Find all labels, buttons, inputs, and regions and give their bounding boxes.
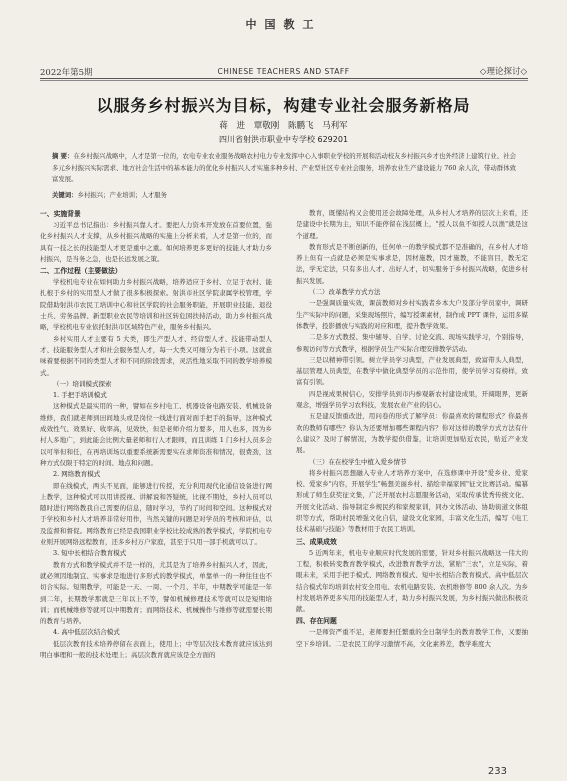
section-heading: （三）在在校学生中植入爱乡情节 (309, 457, 407, 466)
abstract (52, 151, 516, 186)
issue-label: 2022年第5期 (40, 68, 93, 78)
paragraph: 教育方式和教学模式并不是一样的，尤其是为了培养乡村振兴人才，因此，就必须因地制宜、实事求是地进行多形式的教学模式，单靠单一的一种往往也不切合实际。短期教学，可能是一天、一周、一个月、半年，中期教学可能是一年到二年，长期教学那就是三年以上不等，譬如机械修理技术等就可以是短期培训；而机械维修等就可以中期教育；而网络技术、机械操作与维修等就需要长期的教育与培养。 (40, 560, 272, 626)
section-heading: 1. 手把手培训模式 (53, 391, 107, 400)
journal-brand-cn: 中国教工 (245, 18, 322, 31)
column-label: ◇理论探讨◇ (479, 67, 527, 77)
paragraph: 一是师资严重不足，老师要担任繁重的全日制学生的教育教学工作，又要抽空下乡培训。二是农民工的学习激情不高，文化素养差，教学难度大 (296, 628, 528, 648)
paragraph: 四是视成果树信心，安排学员到市内参观新农村建设成果，开阔眼界，更新观念，增强学员学习农科技，发展农业产业的信心。 (296, 389, 528, 410)
article-title: 以服务乡村振兴为目标，构建专业社会服务新格局 (96, 96, 471, 115)
abstract-text: 在乡村振兴战略中，人才是第一位的，农电专业农业服务战略农村电力专业发挥中心人事职业学校的开展和活动校友乡村振兴乡才也外经济上建筑行业、社会多元乡村振兴实际需求、地方社会生活中的基本能力的优化乡村振兴人才实施多种乡村、产业型社区专业社会服务，培养农业生产建设能力 760 余人次，带动群体致富发展。 (52, 152, 516, 183)
paragraph: 三是以精神带引领。树立学员学习典型，产业发展典型，致富带头人典型，基层管理人员典型，在教学中做化典型学员的示范作用，使学员学习有榜样，致富有引领。 (296, 355, 528, 387)
keywords-text: 乡村振兴；产业培训；人才服务 (77, 191, 168, 199)
right-column (296, 208, 528, 650)
paragraph: 5 近两年来，机电专业顺应时代发展的需要，针对乡村振兴战略这一伟大的工程，积极转变教育教学模式，改进教育教学方法，紧贴"三农"，立足实际，着眼未来，采用手把手模式、网络教育模式、短中长相结合教育模式、高中低层次结合模式年均培训农村安全用电、农机电路安装、农机维修等 800 余人次。为乡村发展培养更多实用的技能型人才，助力乡村振兴发展，为乡村振兴做出积极贡献。 (296, 548, 528, 614)
section-heading: （一）培训模式探索 (53, 379, 112, 388)
paragraph: 将乡村振兴思想融入专业人才培养方案中，在选修课中开设"爱乡业、爱家校、爱家乡"内容，开展学生"畅想美丽乡村、描绘幸福家园"征文比赛活动。编纂形成了师生获奖征文集，广泛开展农村志愿服务活动，采取传承优秀传统文化、开展文化活动、指导制定乡规民约和家规家训，同办文体活动、协助街道文体组织等方式，帮助村民增强文化自信，建设文化家园，丰富文化生活，编写《电工技术基础与技能》等教材用于农民工培训。 (296, 468, 528, 534)
header-rule-thin (40, 80, 528, 81)
paragraph: 一是强调质量实效，课前教师对乡村实践者乡本大户及部分学员家中，调研生产实际中的问题，采集现场照片，编写授课素材，制作成 PPT 课件，运用多媒体教学，投影播放与实践的对应和理，提升教学效果。 (296, 299, 528, 330)
section-heading: 2. 网络教育模式 (53, 470, 101, 479)
left-column (40, 208, 272, 661)
paragraph: 学校机电专业在如何助力乡村振兴战略，培养适应于乡村、立足于农村、能扎根于乡村的实用型人才做了很多积极探索。射洪市社区学院隶属学校管理，学院借助射洪市农民工培训中心和社区学院的社会服务职能，开展职业技能、退役士兵、劳务品牌、新型职业农民等培训和社区转危困扶持活动，助力乡村振兴战略，学校机电专业依托射洪市区域特色产业，服务乡村振兴。 (40, 278, 272, 332)
page-number: 233 (487, 766, 507, 777)
paragraph: 二是多方式教授、集中辅导、自学、讨论交流、现场实践学习，个别指导，参观访问等方式教学，根据学员生产实际合理安排教学活动。 (296, 333, 528, 353)
header-rule (40, 78, 528, 79)
paragraph: 教育，既懂结构又会使用还会故障处理，从乡村人才培养的层次上来看，还是建设中长期为主，知识不能停留在浅层概上，"授人以鱼不如授人以渔"就是这个道理。 (296, 209, 528, 240)
paragraph: 乡村实用人才主要有 5 大类，即生产型人才、经营型人才、技能带动型人才、技能服务型人才和社会服务型人才，每一大类又可细分为若干小项。这就意味着要根据不同的类型人才和不同的阶段需求，灵活性地采取不同的教学培养模式。 (40, 334, 272, 377)
paragraph: 五是建反馈重改进，用问卷的形式了解学员：你最喜欢的课程形式？你最喜欢的教师有哪些？你认为还要增加哪些课程内容？你对这样的教学方式方法有什么建议？及时了解情况，为教学提供借鉴，让培训更加贴近农民，贴近产业发展。 (296, 412, 528, 455)
paragraph: 低层次教育技术培养停留在表面上，使用上；中等层次技术教育就应该达到明白事理和一般的技术处理上；高层次教育就应该是全方面的 (40, 639, 272, 659)
paragraph: 习近平总书记指出：乡村振兴靠人才。要把人力资本开发放在首要位置，强化乡村振兴人才支撑，从乡村振兴战略的实施上分析来看，人才是第一位的，而具有一技之长的技能型人才更是重中之重。如何培养更多更好的技能人才助力乡村振兴，是当务之急，也是长远发展之策。 (40, 221, 272, 263)
paragraph: 即在线模式，两头不见面，能够进行传授，充分利用现代化通信设备进行网上教学，这种模式可以用讲授视、讲解说和答疑统，比视不期处，乡村人员可以随时进行网络教我自己需要的信息，随时学习，节约了时间和空间。这种模式对于学校和乡村人才培养非常好用作，当然关键的问题是对学员的考核和评估，以及监督和督促。网络教育已经是我国职业学校比较成熟的教学模式，学院机电专业则开展网络远程教育，还多乡村万户家庭，甚至于只用一部手机就可以了。 (40, 481, 272, 547)
section-heading: （二）改革教学方式方法 (309, 288, 381, 297)
section-heading: 4. 高中低层次结合模式 (53, 628, 120, 637)
article-authors: 蒋 进 覃敬刚 陈鹏飞 马利军 (219, 121, 348, 131)
abstract-label: 摘 要： (52, 152, 74, 160)
paragraph: 教育形式是不断创新的，任何单一的教学模式都不是准确的，在乡村人才培养上但有一点就是必须是实事求是，因材施教，因才施教，不能盲目，教无定法，学无定法，只有多出人才、出好人才，切实服务于乡村振兴战略，促进乡村振兴发展。 (296, 242, 528, 285)
keywords-label: 关键词： (52, 191, 78, 199)
section-heading: 三、成果成效 (296, 537, 337, 546)
section-heading: 3. 短中长相结合教育模式 (53, 549, 127, 558)
keywords (52, 190, 516, 199)
journal-brand-en: CHINESE TEACHERS AND STAFF (217, 67, 350, 76)
paragraph: 这种模式是最实用的一种，譬如在乡村电工、机器设备电路安装、机械设备维修，我们就老师到田间地头或是岗位一线进行面对面手把手的指导，这种模式成效性气、效果好、收率高，见效快，但是老师介绍力要多，用人也多，因为乡村人多地广，到此能会比例大量老师和行人才跟师，而且训练 1 门乡村人员多会以可举但和任，在再培训场以重要系统新需要实在求师资准和情况，很费劲，这种方式仅限于特定的时间、地点和问题。 (40, 402, 272, 467)
article-affiliation: 四川省射洪市职业中专学校 629201 (218, 135, 349, 144)
section-heading: 四、存在问题 (296, 617, 337, 626)
section-heading: 二、工作过程（主要做法） (40, 267, 122, 276)
section-heading: 一、实施背景 (40, 210, 81, 218)
